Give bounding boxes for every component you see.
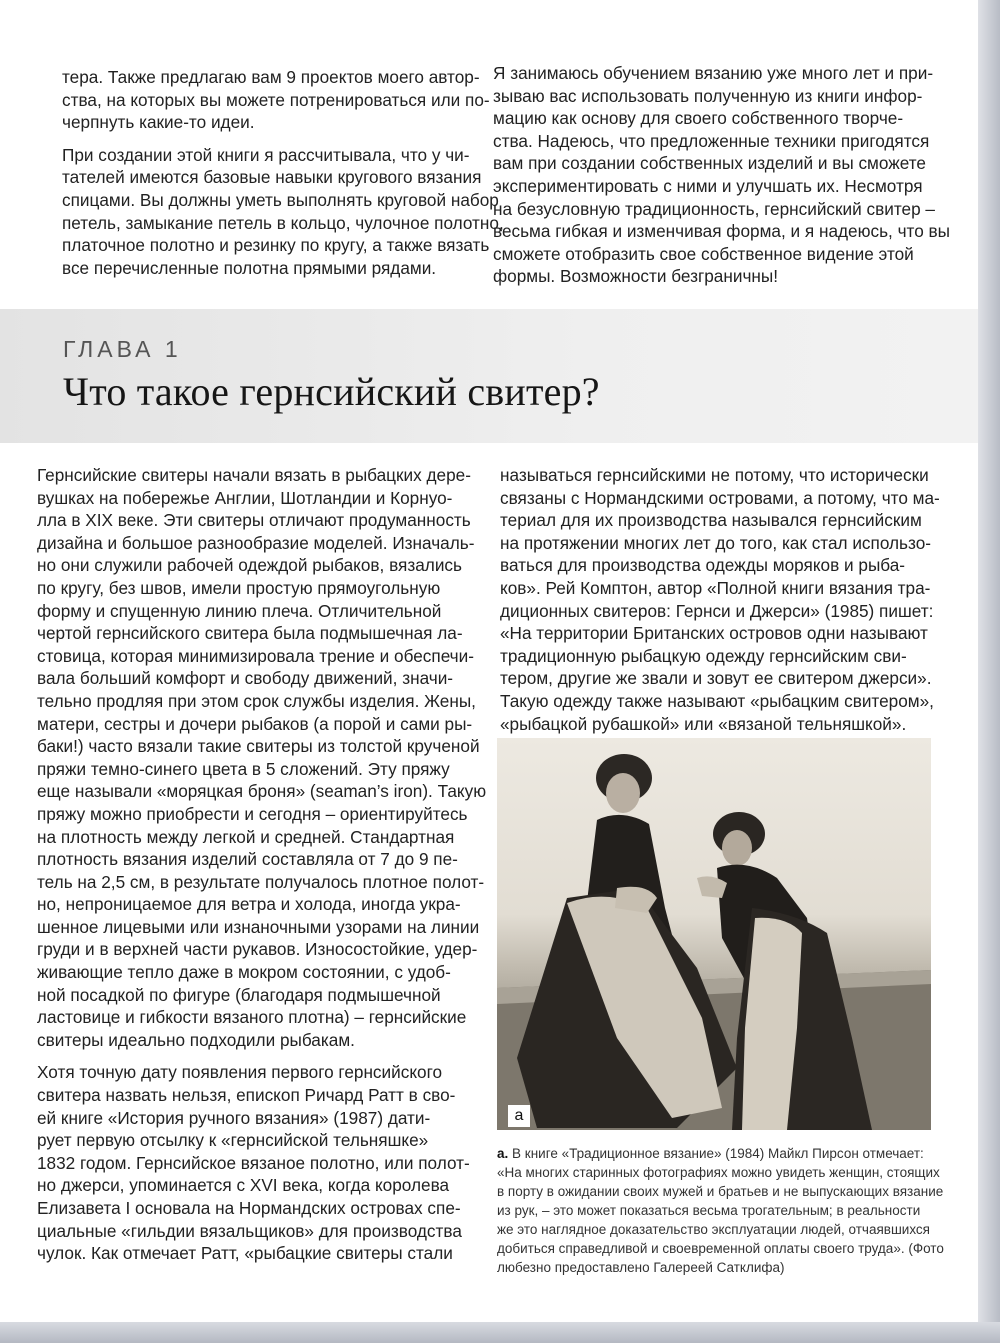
text-line: Я занимаюсь обучением вязанию уже много лет и при- (493, 63, 934, 83)
text-line: матери, сестры и дочери рыбаков (а порой и сами ры- (37, 713, 473, 734)
caption-text: В книге «Традиционное вязание» (1984) Майкл Пирсон отмечает: (512, 1146, 924, 1161)
text-line: экспериментировать с ними и улучшать их. Несмотря (493, 175, 923, 196)
intro-text-left (62, 66, 504, 289)
body-text-left (37, 464, 487, 1275)
text-line: тель на 2,5 см, в результате получалось плотное полот- (37, 871, 485, 892)
caption-line: из рук, – это может показаться весьма трогательным; в реальности (497, 1203, 921, 1218)
caption-line: любезно предоставлено Галереей Сатклифа) (497, 1260, 785, 1275)
historical-photo (497, 738, 931, 1130)
text-line: ства. Надеюсь, что предложенные техники пригодятся (493, 130, 930, 151)
text-line: рует первую отсылку к «гернсийской тельняшке» (37, 1130, 429, 1151)
paragraph (62, 66, 490, 134)
text-line: платочное полотно и резинку по кругу, а также вязать (62, 235, 490, 256)
text-line: на плотность между легкой и средней. Стандартная (37, 826, 455, 847)
text-line: вам при создании собственных изделий и вы сможете (493, 153, 926, 174)
text-line: плотность вязания изделий составляла от 7 до 9 пе- (37, 849, 458, 870)
text-line: териал для их производства назывался гернсийским (500, 510, 922, 531)
text-line: ластовице и гибкости вязаного плотна) – гернсийские (37, 1007, 467, 1028)
text-line: циальные «гильдии вязальщиков» для производства (37, 1220, 462, 1241)
text-line: пряжи темно-синего цвета в 5 сложений. Эту пряжу (37, 758, 450, 779)
text-line: по кругу, без швов, имели простую прямоугольную (37, 577, 441, 598)
text-line: свитера назвать нельзя, епископ Ричард Ратт в сво- (37, 1085, 456, 1106)
text-line: дизайна и большое разнообразие моделей. Изначаль- (37, 532, 475, 553)
text-line: ства, на которых вы можете потренироваться или по- (62, 89, 490, 110)
text-line: баки!) часто вязали такие свитеры из толстой крученой (37, 736, 480, 757)
text-line: спицами. Вы должны уметь выполнять круговой набор (62, 189, 499, 210)
text-line: черпнуть какие-то идеи. (62, 112, 255, 133)
text-line: груди и в верхней части рукавов. Износостойкие, удер- (37, 939, 478, 960)
text-line: называться гернсийскими не потому, что исторически (500, 465, 929, 485)
text-line: форму и спущенную линию плеча. Отличительной (37, 600, 442, 621)
text-line: Елизавета I основала на Нормандских островах спе- (37, 1198, 461, 1218)
photo-label: а (508, 1105, 530, 1127)
text-line: «На территории Британских островов одни называют (500, 623, 928, 644)
text-line: тателей имеются базовые навыки кругового вязания (62, 167, 482, 188)
text-line: традиционную рыбацкую одежду гернсийским сви- (500, 645, 907, 666)
text-line: все перечисленные полотна прямыми рядами. (62, 257, 437, 278)
text-line: на протяжении многих лет до того, как стал использо- (500, 532, 931, 553)
text-line: тером, другие же звали и зовут ее свитером джерси». (500, 668, 932, 689)
text-line: ей книге «История ручного вязания» (1987) дати- (37, 1107, 431, 1128)
text-line: вушках на побережье Англии, Шотландии и Корнуо- (37, 487, 453, 508)
text-line: пряжу можно приобрести и сегодня – ориентируйтесь (37, 803, 468, 824)
text-line: еще называли «моряцкая броня» (seaman’s iron). Такую (37, 781, 487, 802)
caption-line: добиться справедливой и своевременной оплаты своего труда». (Фото (497, 1241, 944, 1256)
text-line: чертой гернсийского свитера была подмышечная ла- (37, 623, 463, 644)
text-line: «рыбацкой рубашкой» или «вязаной тельняшкой». (500, 713, 907, 734)
paragraph (62, 144, 504, 280)
paragraph (493, 62, 951, 288)
text-line: но они служили рабочей одеждой рыбаков, вязались (37, 555, 462, 576)
text-line: Хотя точную дату появления первого гернсийского (37, 1062, 443, 1083)
text-line: Такую одежду также называют «рыбацким свитером», (500, 690, 934, 711)
text-line: свитеры идеально подходили рыбакам. (37, 1029, 355, 1050)
text-line: При создании этой книги я рассчитывала, что у чи- (62, 144, 470, 165)
text-line: ной посадкой по фигуре (благодаря подмышечной (37, 984, 441, 1005)
text-line: на безусловную традиционность, гернсийский свитер – (493, 198, 935, 219)
photo-illustration (497, 738, 931, 1130)
caption-line: «На многих старинных фотографиях можно увидеть женщин, стоящих (497, 1165, 940, 1180)
page-edge-bottom (0, 1322, 1000, 1343)
text-line: ков». Рей Комптон, автор «Полной книги вязания тра- (500, 577, 931, 598)
text-line: тера. Также предлагаю вам 9 проектов моего автор- (62, 67, 480, 87)
text-line: ваться для производства одежды моряков и рыба- (500, 555, 906, 576)
photo-caption (497, 1144, 944, 1277)
text-line: шенное лицевыми или изнаночными узорами на линии (37, 916, 480, 937)
body-text-right (500, 464, 940, 745)
intro-text-right (493, 62, 951, 298)
paragraph (500, 464, 940, 735)
page-edge-right (978, 0, 1000, 1343)
caption-marker: а. (497, 1146, 509, 1161)
paragraph (37, 1061, 470, 1264)
text-line: живающие тепло даже в мокром состоянии, с удоб- (37, 962, 451, 983)
text-line: зываю вас использовать полученную из книги инфор- (493, 85, 923, 106)
text-line: вала больший комфорт и свободу движений, значи- (37, 668, 454, 689)
text-line: лла в XIX веке. Эти свитеры отличают продуманность (37, 510, 471, 531)
caption-line: в порту в ожидании своих мужей и братьев и не выпускающих вязание (497, 1184, 944, 1199)
text-line: Гернсийские свитеры начали вязать в рыбацких дере- (37, 465, 471, 485)
caption-line (497, 1144, 937, 1163)
text-line: но джерси, упоминается с XVI века, когда королева (37, 1175, 450, 1196)
text-line: стовица, которая минимизировала трение и обеспечи- (37, 645, 474, 666)
text-line: весьма гибкая и изменчивая форма, и я надеюсь, что вы (493, 221, 951, 242)
text-line: мацию как основу для своего собственного творче- (493, 108, 904, 129)
text-line: но, непроницаемое для ветра и холода, иногда укра- (37, 894, 461, 915)
chapter-title: Что такое гернсийский свитер? (63, 369, 600, 414)
text-line: тельно продляя при этом срок службы изделия. Жены, (37, 690, 476, 711)
caption-line: же это наглядное доказательство эксплуатации людей, отчаявшихся (497, 1222, 930, 1237)
text-line: 1832 годом. Гернсийское вязаное полотно, или полот- (37, 1152, 470, 1173)
text-line: связаны с Нормандскими островами, а потому, что ма- (500, 487, 940, 508)
text-line: диционных свитеров: Гернси и Джерси» (1985) пишет: (500, 600, 934, 621)
text-line: сможете отобразить свое собственное видение этой (493, 243, 914, 264)
text-line: чулок. Как отмечает Ратт, «рыбацкие свитеры стали (37, 1243, 453, 1264)
text-line: формы. Возможности безграничны! (493, 266, 779, 287)
text-line: петель, замыкание петель в кольцо, чулочное полотно, (62, 212, 504, 233)
chapter-label: ГЛАВА 1 (63, 336, 182, 362)
paragraph (37, 464, 487, 1051)
